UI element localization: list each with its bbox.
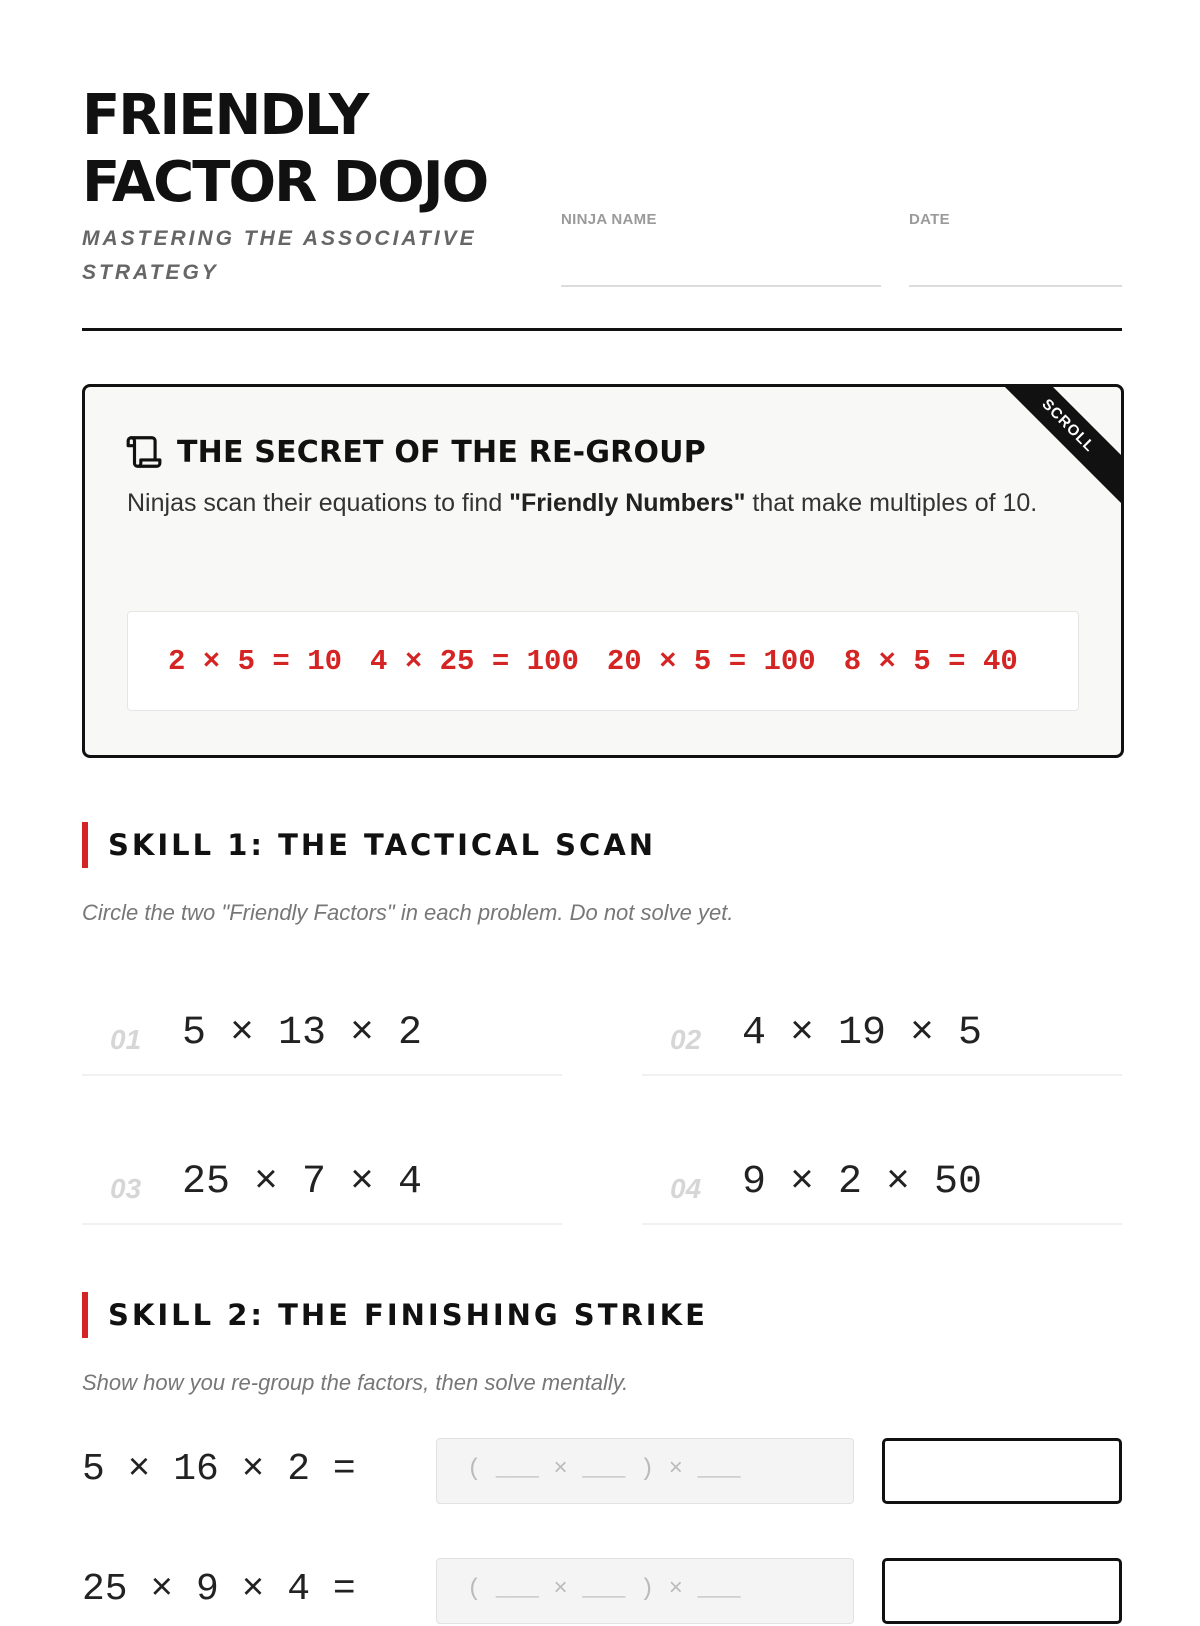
date-line[interactable] bbox=[909, 285, 1122, 287]
title-line-2: FACTOR DOJO bbox=[82, 150, 488, 215]
problem-number: 04 bbox=[670, 1173, 702, 1204]
problem-item[interactable] bbox=[642, 968, 1122, 1076]
scroll-icon bbox=[125, 433, 163, 471]
secret-scroll-card bbox=[82, 384, 1124, 758]
problem-expression[interactable]: 9 × 2 × 50 bbox=[742, 1160, 983, 1205]
regroup-input[interactable]: ( ___ × ___ ) × ___ bbox=[436, 1438, 854, 1504]
friendly-formulas-box bbox=[127, 611, 1079, 711]
problem-number: 03 bbox=[110, 1173, 142, 1204]
card-header bbox=[125, 433, 706, 471]
skill1-accent-bar bbox=[82, 822, 88, 868]
skill1-header bbox=[82, 822, 656, 868]
card-text-bold: "Friendly Numbers" bbox=[509, 489, 746, 517]
problem-expression[interactable]: 4 × 19 × 5 bbox=[742, 1011, 983, 1056]
page-subtitle: MASTERING THE ASSOCIATIVE STRATEGY bbox=[82, 227, 477, 284]
strike-row bbox=[82, 1558, 1122, 1626]
regroup-input[interactable]: ( ___ × ___ ) × ___ bbox=[436, 1558, 854, 1624]
friendly-formula: 2 × 5 = 10 bbox=[168, 644, 343, 678]
skill1-title: SKILL 1: THE TACTICAL SCAN bbox=[108, 828, 657, 862]
strike-expression: 25 × 9 × 4 = bbox=[82, 1568, 356, 1611]
strike-expression: 5 × 16 × 2 = bbox=[82, 1448, 356, 1491]
card-text-start: Ninjas scan their equations to find bbox=[127, 489, 510, 517]
title-line-1: FRIENDLY bbox=[82, 83, 368, 148]
answer-box[interactable] bbox=[882, 1438, 1122, 1504]
problem-expression[interactable]: 25 × 7 × 4 bbox=[182, 1160, 423, 1205]
page-title bbox=[82, 82, 487, 216]
ninja-name-label: NINJA NAME bbox=[561, 211, 657, 228]
problem-number: 02 bbox=[670, 1024, 702, 1055]
friendly-formula: 4 × 25 = 100 bbox=[370, 644, 579, 678]
problem-item[interactable] bbox=[642, 1117, 1122, 1225]
problem-item[interactable] bbox=[82, 968, 562, 1076]
strike-row bbox=[82, 1438, 1122, 1506]
card-title: THE SECRET OF THE RE-GROUP bbox=[177, 434, 706, 470]
skill2-accent-bar bbox=[82, 1292, 88, 1338]
skill2-instructions: Show how you re-group the factors, then solve mentally. bbox=[82, 1370, 629, 1395]
problem-expression[interactable]: 5 × 13 × 2 bbox=[182, 1011, 423, 1056]
date-field[interactable] bbox=[909, 211, 950, 228]
card-text-end: that make multiples of 10. bbox=[745, 489, 1038, 517]
skill2-title: SKILL 2: THE FINISHING STRIKE bbox=[108, 1298, 708, 1332]
skill1-instructions: Circle the two "Friendly Factors" in each problem. Do not solve yet. bbox=[82, 900, 734, 925]
ninja-name-line[interactable] bbox=[561, 285, 881, 287]
problem-number: 01 bbox=[110, 1024, 142, 1055]
ninja-name-field[interactable] bbox=[561, 211, 657, 228]
friendly-formula: 8 × 5 = 40 bbox=[843, 644, 1018, 678]
header-divider bbox=[82, 328, 1122, 331]
problem-item[interactable] bbox=[82, 1117, 562, 1225]
card-description bbox=[127, 481, 1057, 525]
scroll-ribbon: SCROLL bbox=[989, 384, 1124, 505]
answer-box[interactable] bbox=[882, 1558, 1122, 1624]
friendly-formula: 20 × 5 = 100 bbox=[606, 644, 816, 678]
skill2-header bbox=[82, 1292, 708, 1338]
date-label: DATE bbox=[909, 211, 950, 228]
